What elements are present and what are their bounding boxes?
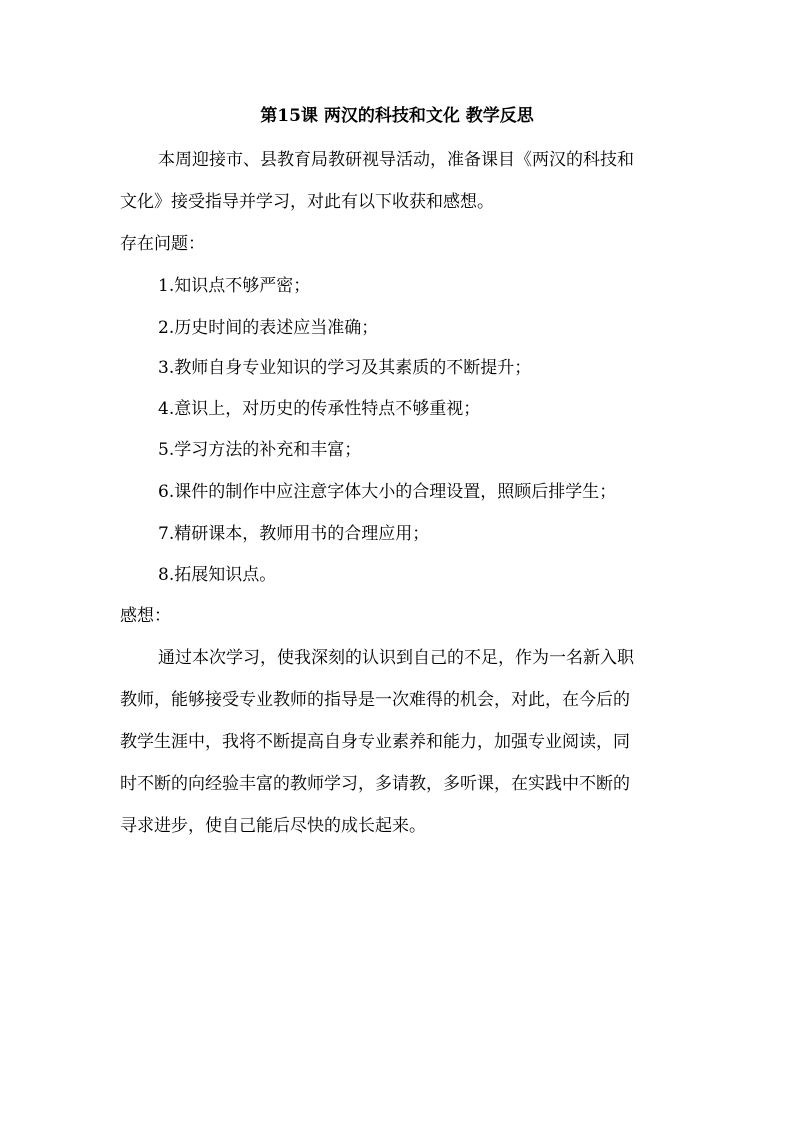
thoughts-line-2: 教师，能够接受专业教师的指导是一次难得的机会，对此，在今后的 <box>120 690 630 710</box>
document-title: 第15课 两汉的科技和文化 教学反思 <box>260 106 534 126</box>
thoughts-line-3: 教学生涯中，我将不断提高自身专业素养和能力，加强专业阅读，同 <box>120 732 630 752</box>
problem-item-7: 7.精研课本，教师用书的合理应用； <box>158 524 430 544</box>
intro-line-1: 本周迎接市、县教育局教研视导活动，准备课目《两汉的科技和 <box>158 150 634 170</box>
thoughts-line-4: 时不断的向经验丰富的教师学习，多请教，多听课，在实践中不断的 <box>120 774 630 794</box>
problem-item-5: 5.学习方法的补充和丰富； <box>158 440 362 460</box>
intro-line-2: 文化》接受指导并学习，对此有以下收获和感想。 <box>120 192 494 212</box>
thoughts-line-5: 寻求进步，使自己能后尽快的成长起来。 <box>120 816 426 836</box>
problem-item-1: 1.知识点不够严密； <box>158 276 311 296</box>
problem-item-8: 8.拓展知识点。 <box>158 565 277 585</box>
problem-item-6: 6.课件的制作中应注意字体大小的合理设置，照顾后排学生； <box>158 482 617 502</box>
thoughts-heading: 感想： <box>120 606 171 626</box>
problem-item-3: 3.教师自身专业知识的学习及其素质的不断提升； <box>158 358 532 378</box>
thoughts-line-1: 通过本次学习，使我深刻的认识到自己的不足，作为一名新入职 <box>158 648 634 668</box>
problems-heading: 存在问题： <box>120 234 205 254</box>
problem-item-2: 2.历史时间的表述应当准确； <box>158 318 379 338</box>
problem-item-4: 4.意识上，对历史的传承性特点不够重视； <box>158 399 481 419</box>
